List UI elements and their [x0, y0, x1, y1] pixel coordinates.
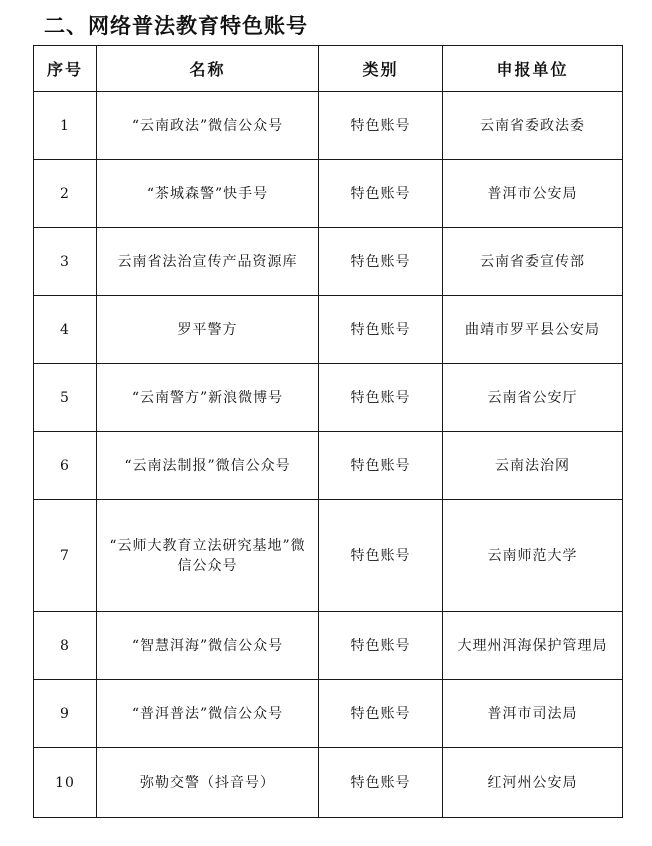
- cell-serial-number: 2: [34, 160, 97, 228]
- document-title: 二、网络普法教育特色账号: [44, 14, 308, 38]
- table-row: [34, 160, 623, 228]
- cell-applicant-unit: 红河州公安局: [443, 748, 623, 818]
- cell-name: 罗平警方: [97, 296, 319, 364]
- cell-applicant-unit: 云南省委宣传部: [443, 228, 623, 296]
- cell-name: “云师大教育立法研究基地”微信公众号: [97, 500, 319, 612]
- table-row: [34, 680, 623, 748]
- table-row: [34, 612, 623, 680]
- cell-name: “云南政法”微信公众号: [97, 92, 319, 160]
- table-row: [34, 432, 623, 500]
- table-row: [34, 748, 623, 818]
- cell-name: “普洱普法”微信公众号: [97, 680, 319, 748]
- cell-serial-number: 8: [34, 612, 97, 680]
- cell-applicant-unit: 云南省公安厅: [443, 364, 623, 432]
- cell-applicant-unit: 云南省委政法委: [443, 92, 623, 160]
- table-row: [34, 296, 623, 364]
- cell-category: 特色账号: [319, 160, 443, 228]
- cell-serial-number: 4: [34, 296, 97, 364]
- cell-applicant-unit: 云南法治网: [443, 432, 623, 500]
- cell-serial-number: 6: [34, 432, 97, 500]
- cell-serial-number: 3: [34, 228, 97, 296]
- header-applicant-unit: 申报单位: [443, 46, 623, 92]
- cell-category: 特色账号: [319, 92, 443, 160]
- cell-category: 特色账号: [319, 296, 443, 364]
- cell-name: “茶城森警”快手号: [97, 160, 319, 228]
- cell-name: “智慧洱海”微信公众号: [97, 612, 319, 680]
- table-header-row: [34, 46, 623, 92]
- cell-applicant-unit: 普洱市公安局: [443, 160, 623, 228]
- cell-serial-number: 9: [34, 680, 97, 748]
- header-category: 类别: [319, 46, 443, 92]
- cell-name: 弥勒交警（抖音号）: [97, 748, 319, 818]
- cell-serial-number: 1: [34, 92, 97, 160]
- cell-category: 特色账号: [319, 432, 443, 500]
- cell-applicant-unit: 曲靖市罗平县公安局: [443, 296, 623, 364]
- table-row: [34, 364, 623, 432]
- cell-category: 特色账号: [319, 612, 443, 680]
- cell-category: 特色账号: [319, 500, 443, 612]
- cell-serial-number: 7: [34, 500, 97, 612]
- cell-category: 特色账号: [319, 680, 443, 748]
- cell-name: “云南法制报”微信公众号: [97, 432, 319, 500]
- cell-category: 特色账号: [319, 748, 443, 818]
- cell-applicant-unit: 云南师范大学: [443, 500, 623, 612]
- header-name: 名称: [97, 46, 319, 92]
- cell-name: “云南警方”新浪微博号: [97, 364, 319, 432]
- cell-serial-number: 10: [34, 748, 97, 818]
- cell-serial-number: 5: [34, 364, 97, 432]
- table-row: [34, 92, 623, 160]
- cell-name: 云南省法治宣传产品资源库: [97, 228, 319, 296]
- table-row: [34, 228, 623, 296]
- table-row: [34, 500, 623, 612]
- accounts-table: [33, 45, 623, 818]
- cell-applicant-unit: 大理州洱海保护管理局: [443, 612, 623, 680]
- cell-applicant-unit: 普洱市司法局: [443, 680, 623, 748]
- cell-category: 特色账号: [319, 364, 443, 432]
- cell-category: 特色账号: [319, 228, 443, 296]
- header-serial-number: 序号: [34, 46, 97, 92]
